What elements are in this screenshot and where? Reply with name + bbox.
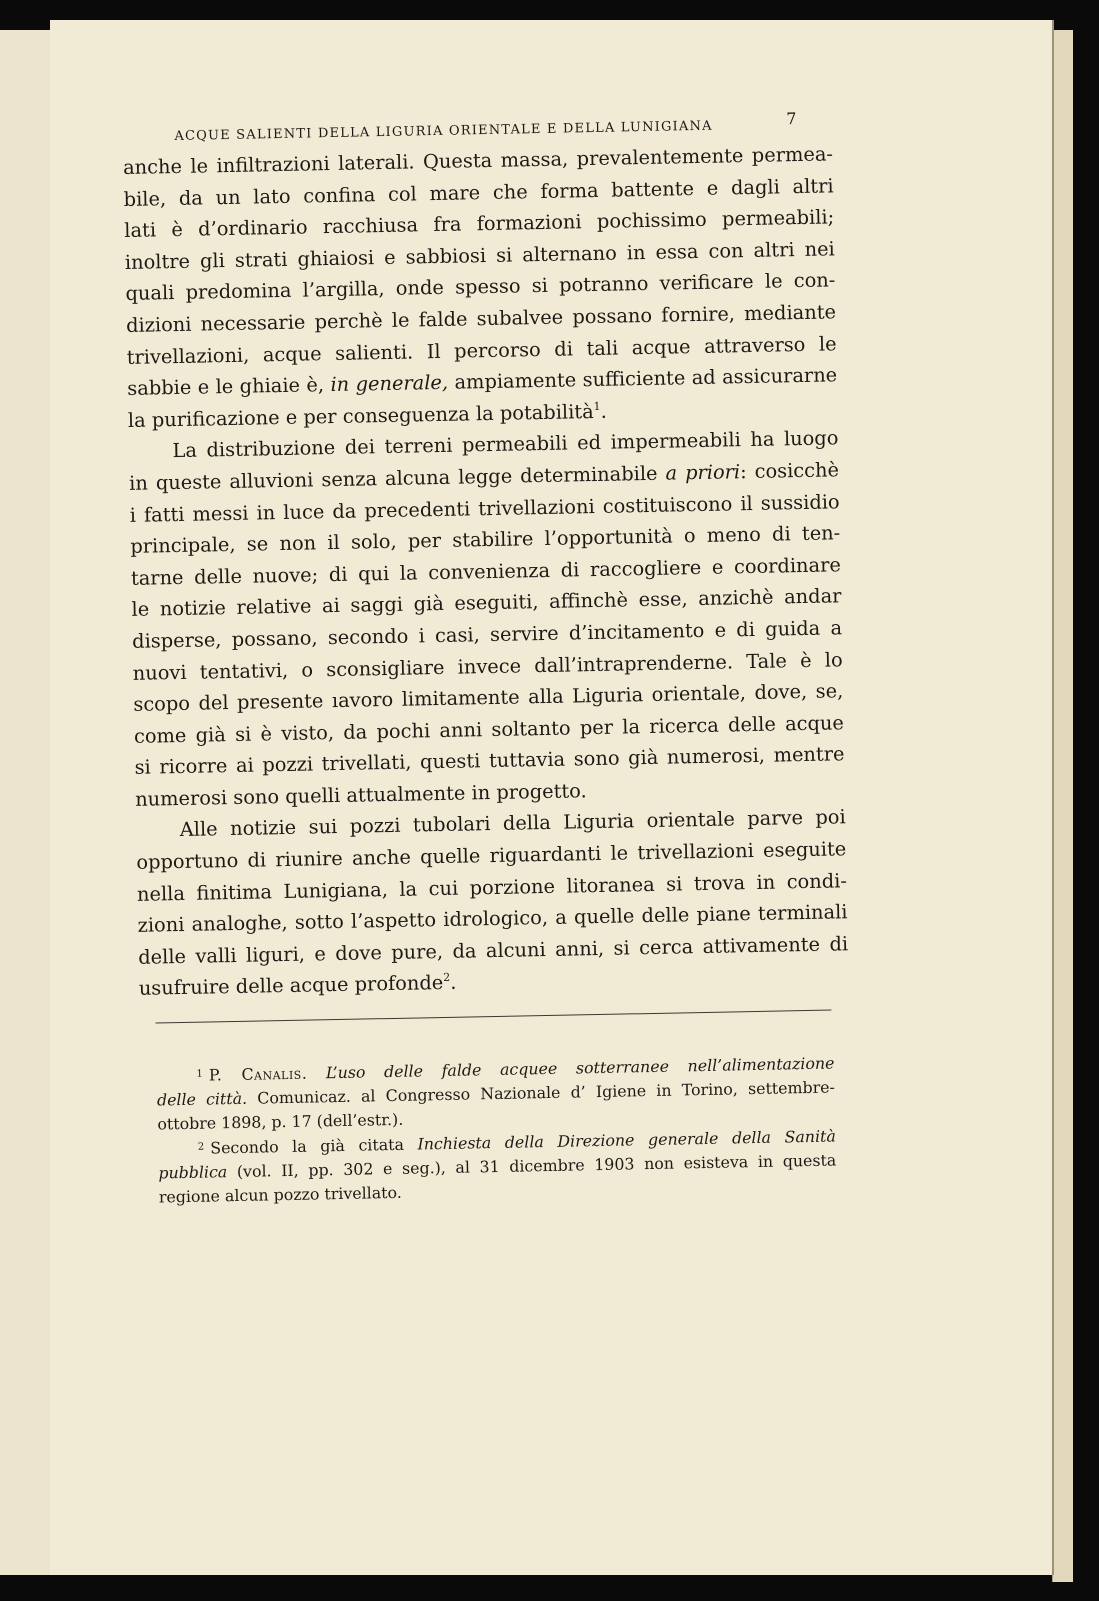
text-line: inoltre gli strati ghiaiosi e sabbiosi si alternano in essa con altri nei xyxy=(124,237,835,274)
paragraph-3 xyxy=(136,802,850,1005)
footnote-reference: 2 xyxy=(443,971,451,985)
text-segment: ampiamente sufficiente ad assicurarne xyxy=(454,363,838,394)
text-line: come già si è visto, da pochi anni soltanto per la ricerca delle acque xyxy=(133,710,845,748)
text-line: tarne delle nuove; di qui la convenienza di raccogliere e coordinare xyxy=(130,553,842,590)
footnote-separator xyxy=(155,1010,831,1024)
text-line: i fatti messi in luce da precedenti trivellazioni costituiscono il sussidio xyxy=(129,489,840,527)
facing-page-edge xyxy=(0,30,51,1575)
text-line: dizioni necessarie perchè le falde subalvee possano fornire, mediante xyxy=(125,300,837,337)
text-line: bile, da un lato confina col mare che forma battente e dagli altri xyxy=(123,173,834,211)
italic-phrase: in generale, xyxy=(330,370,449,397)
page-number: 7 xyxy=(786,109,797,129)
text-segment: Secondo la già citata xyxy=(210,1134,405,1158)
text-segment: : cosicchè xyxy=(739,458,840,484)
footnote-title: Inchiesta della Direzione generale della Sanità xyxy=(417,1126,836,1154)
text-line: delle valli liguri, e dove pure, da alcuni anni, si cerca attivamente di xyxy=(138,932,849,969)
text-line: si ricorre ai pozzi trivellati, questi tuttavia sono già numerosi, mentre xyxy=(134,742,845,780)
text-segment: . xyxy=(450,971,457,995)
text-segment: la purificazione e per conseguenza la potabilità xyxy=(127,399,594,432)
text-line: disperse, possano, secondo i casi, servire d’incitamento e di guida a xyxy=(131,616,843,653)
footnote-author: P. Canalis. xyxy=(208,1063,308,1085)
running-head-title: ACQUE SALIENTI DELLA LIGURIA ORIENTALE E DELLA LUNIGIANA xyxy=(174,118,713,144)
footnote-reference: 1 xyxy=(593,399,601,413)
text-segment: in queste alluvioni senza alcuna legge determinabile xyxy=(128,461,658,495)
footnote-title: pubblica xyxy=(158,1162,228,1183)
footnotes xyxy=(156,1051,837,1210)
text-segment: (vol. II, pp. 302 e seg.), al 31 dicembre 1903 non esisteva in questa xyxy=(236,1150,837,1182)
text-line: le notizie relative ai saggi già eseguiti, affinchè esse, anzichè andar xyxy=(131,584,842,622)
footnote-mark: 1 xyxy=(196,1068,203,1080)
text-segment: . xyxy=(600,399,608,423)
page-content xyxy=(122,98,853,1209)
italic-phrase: a priori xyxy=(665,460,741,485)
text-line: zioni analoghe, sotto l’aspetto idrologico, a quelle delle piane terminali xyxy=(137,900,848,938)
text-line: numerosi sono quelli attualmente in progetto. xyxy=(134,779,587,811)
footnote-title: delle città. xyxy=(156,1088,248,1110)
paragraph-2 xyxy=(128,423,845,816)
paragraph-1 xyxy=(123,138,838,436)
book-page xyxy=(50,20,1054,1575)
text-line: nuovi tentativi, o sconsigliare invece dall’intraprenderne. Tale è lo xyxy=(132,647,843,685)
footnote-mark: 2 xyxy=(197,1141,205,1153)
text-line: opportuno di riunire anche quelle riguardanti le trivellazioni eseguite xyxy=(136,837,847,874)
text-line: lati è d’ordinario racchiusa fra formazioni pochissimo permeabili; xyxy=(124,205,835,243)
text-line: quali predomina l’argilla, onde spesso si potranno verificare le con- xyxy=(125,268,836,306)
text-segment: sabbie e le ghiaie è, xyxy=(127,373,325,401)
text-line: scopo del presente ıavoro limitamente alla Liguria orientale, dove, se, xyxy=(133,679,844,716)
text-line: La distribuzione dei terreni permeabili ed impermeabili ha luogo xyxy=(172,426,839,463)
text-line: anche le infiltrazioni laterali. Questa massa, prevalentemente permea- xyxy=(122,142,834,179)
footnote-2-line: regione alcun pozzo trivellato. xyxy=(158,1182,402,1207)
text-segment: Comunicaz. al Congresso Nazionale d’ Igiene in Torino, settembre- xyxy=(257,1077,836,1108)
text-line: trivellazioni, acque salienti. Il percorso di tali acque attraverso le xyxy=(126,331,837,369)
text-segment: usufruire delle acque profonde xyxy=(138,971,444,1001)
footnote-1-line: ottobre 1898, p. 17 (dell’estr.). xyxy=(157,1109,404,1134)
text-line: principale, se non il solo, per stabilire l’opportunità o meno di ten- xyxy=(130,521,841,559)
text-line: Alle notizie sui pozzi tubolari della Liguria orientale parve poi xyxy=(179,805,846,842)
text-line: nella finitima Lunigiana, la cui porzione litoranea si trova in condi- xyxy=(136,868,848,906)
footnote-title: L’uso delle falde acquee sotterranee nell’alimentazione xyxy=(325,1053,835,1083)
page-stack-edge xyxy=(1052,30,1073,1582)
